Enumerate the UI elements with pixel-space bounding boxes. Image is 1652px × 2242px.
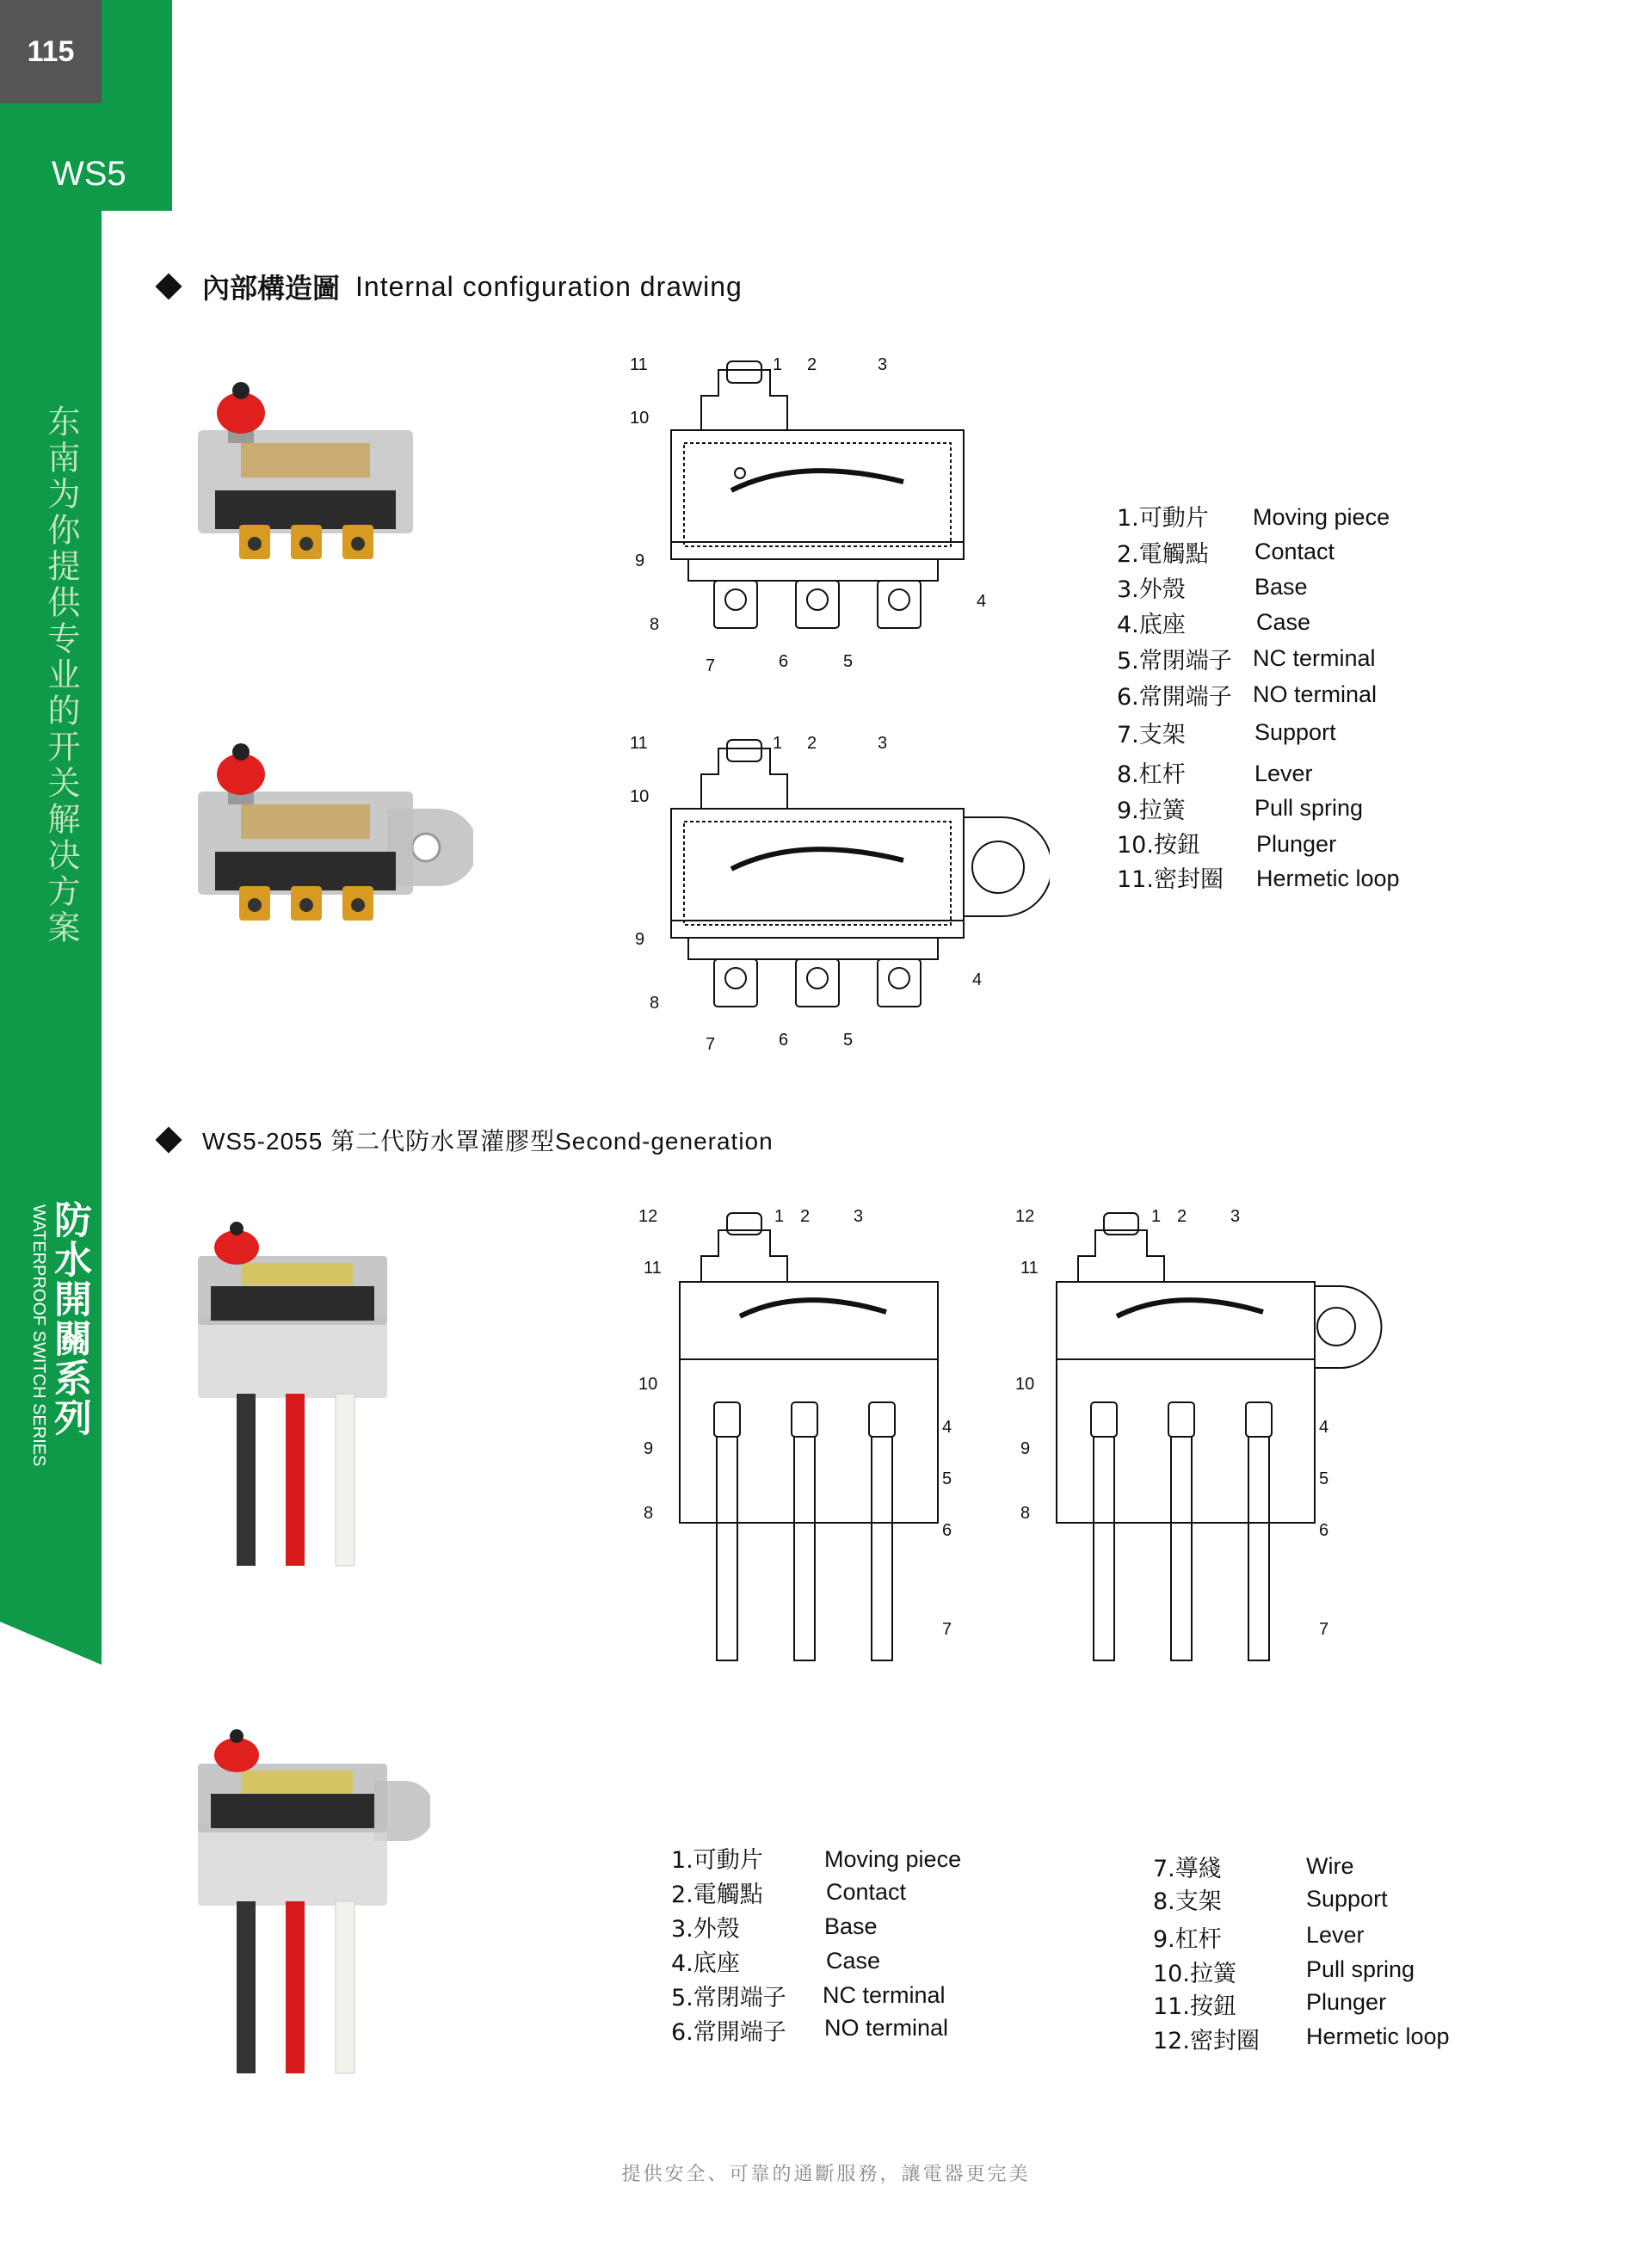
callout: 10	[638, 1375, 658, 1394]
legend-cn: 10.拉簧	[1153, 1961, 1236, 1987]
legend-cn: 5.常閉端子	[1117, 648, 1232, 674]
switch-photo-4	[189, 1729, 430, 2091]
legend-cn: 7.支架	[1117, 722, 1186, 748]
legend-cn: 1.可動片	[671, 1847, 763, 1874]
legend-en: Case	[1256, 609, 1311, 635]
callout: 10	[630, 409, 650, 428]
legend-cn: 10.按鈕	[1117, 832, 1200, 859]
footer-slogan: 提供安全、可靠的通斷服務，讓電器更完美	[621, 2164, 1031, 2185]
legend-en: Moving piece	[824, 1846, 962, 1872]
potted-diagram-1	[628, 1204, 989, 1695]
section1-title-cn: 內部構造圖	[202, 272, 341, 305]
legend-en: Plunger	[1306, 1989, 1387, 2015]
legend-cn: 9.杠杆	[1153, 1926, 1222, 1953]
callout: 3	[1230, 1207, 1241, 1226]
section2-heading	[159, 1123, 774, 1157]
callout: 7	[1319, 1620, 1329, 1639]
legend-cn: 2.電觸點	[1117, 541, 1209, 568]
legend-cn: 5.常閉端子	[671, 1985, 786, 2011]
callout: 2	[807, 734, 817, 753]
legend-en: Wire	[1306, 1853, 1354, 1879]
internal-diagram-2	[620, 723, 1050, 1067]
callout: 8	[1020, 1504, 1031, 1523]
legend-en: Support	[1306, 1886, 1388, 1912]
legend-en: Hermetic loop	[1256, 865, 1400, 891]
callout: 2	[1177, 1207, 1187, 1226]
callout: 11	[630, 355, 648, 374]
diamond-bullet-icon	[155, 273, 182, 299]
legend-cn: 7.導綫	[1153, 1856, 1222, 1882]
callout: 4	[972, 970, 983, 989]
callout: 3	[878, 734, 888, 753]
legend-en: Support	[1254, 719, 1336, 745]
callout: 5	[1319, 1469, 1329, 1488]
switch-photo-3	[189, 1222, 413, 1583]
legend-en: NO terminal	[824, 2015, 949, 2041]
callout: 6	[779, 1031, 789, 1050]
section2-legend-right	[1153, 1850, 1497, 2073]
legend-en: Plunger	[1256, 831, 1337, 857]
section1-heading	[159, 267, 743, 306]
callout: 5	[843, 1031, 854, 1050]
legend-cn: 4.底座	[671, 1950, 740, 1977]
legend-cn: 11.密封圈	[1117, 866, 1224, 893]
callout: 3	[854, 1207, 864, 1226]
callout: 9	[644, 1439, 654, 1458]
legend-en: Moving piece	[1253, 504, 1390, 530]
section1-title-en: Internal configuration drawing	[355, 270, 743, 302]
section1-legend	[1117, 499, 1461, 895]
legend-en: NC terminal	[823, 1982, 946, 2008]
legend-cn: 3.外殼	[671, 1916, 740, 1943]
switch-photo-2	[189, 740, 473, 938]
callout: 4	[1319, 1418, 1329, 1437]
callout: 10	[1015, 1375, 1035, 1394]
legend-cn: 11.按鈕	[1153, 1993, 1236, 2020]
legend-cn: 12.密封圈	[1153, 2028, 1260, 2054]
callout: 8	[644, 1504, 654, 1523]
legend-cn: 4.底座	[1117, 612, 1186, 638]
callout: 11	[630, 734, 648, 753]
legend-en: Contact	[1254, 539, 1335, 564]
callout: 9	[635, 551, 645, 570]
callout: 8	[650, 615, 660, 634]
legend-cn: 9.拉簧	[1117, 798, 1186, 824]
callout: 6	[1319, 1521, 1329, 1540]
legend-cn: 8.杠杆	[1117, 761, 1186, 788]
callout: 6	[779, 652, 789, 671]
callout: 3	[878, 355, 888, 374]
legend-en: Base	[1254, 574, 1308, 600]
callout: 9	[635, 930, 645, 949]
legend-en: NO terminal	[1253, 681, 1378, 707]
callout: 8	[650, 994, 660, 1013]
callout: 11	[1020, 1259, 1039, 1278]
callout: 12	[638, 1207, 658, 1226]
callout: 11	[644, 1259, 662, 1278]
callout: 12	[1015, 1207, 1035, 1226]
legend-en: Pull spring	[1306, 1956, 1415, 1982]
legend-cn: 8.支架	[1153, 1888, 1222, 1915]
legend-en: Hermetic loop	[1306, 2023, 1450, 2049]
callout: 2	[807, 355, 817, 374]
internal-diagram-1	[620, 344, 1007, 688]
legend-cn: 6.常開端子	[1117, 684, 1232, 711]
callout: 9	[1020, 1439, 1031, 1458]
callout: 1	[773, 734, 783, 753]
legend-en: Case	[826, 1948, 881, 1974]
switch-photo-1	[189, 379, 422, 576]
callout: 7	[706, 1035, 716, 1054]
legend-en: Lever	[1306, 1922, 1365, 1948]
callout: 5	[843, 652, 854, 671]
vertical-slogan: 东南为你提供专业的开关解决方案	[42, 404, 80, 946]
potted-diagram-2	[1005, 1204, 1384, 1695]
legend-en: Contact	[826, 1879, 907, 1905]
callout: 5	[942, 1469, 952, 1488]
callout: 6	[942, 1521, 952, 1540]
category-title-en: WATERPROOF SWITCH SERIES	[29, 1204, 48, 1467]
legend-cn: 2.電觸點	[671, 1882, 763, 1908]
legend-cn: 6.常開端子	[671, 2019, 786, 2046]
callout: 10	[630, 787, 650, 806]
callout: 7	[706, 656, 716, 675]
series-tab: WS5	[52, 155, 126, 193]
callout: 4	[977, 592, 987, 611]
legend-en: NC terminal	[1253, 645, 1376, 671]
section2-title: WS5-2055 第二代防水罩灌膠型Second-generation	[202, 1128, 774, 1155]
category-title-cn: 防水開關系列	[47, 1200, 91, 1438]
legend-cn: 1.可動片	[1117, 505, 1209, 532]
callout: 4	[942, 1418, 952, 1437]
callout: 1	[1151, 1207, 1162, 1226]
callout: 1	[774, 1207, 785, 1226]
legend-en: Base	[824, 1913, 878, 1939]
legend-en: Lever	[1254, 761, 1313, 786]
section2-legend-left	[671, 1841, 1015, 2065]
callout: 2	[800, 1207, 811, 1226]
page-number: 115	[0, 0, 102, 103]
legend-en: Pull spring	[1254, 795, 1364, 821]
legend-cn: 3.外殼	[1117, 576, 1186, 603]
callout: 7	[942, 1620, 952, 1639]
diamond-bullet-icon	[155, 1126, 182, 1153]
callout: 1	[773, 355, 783, 374]
